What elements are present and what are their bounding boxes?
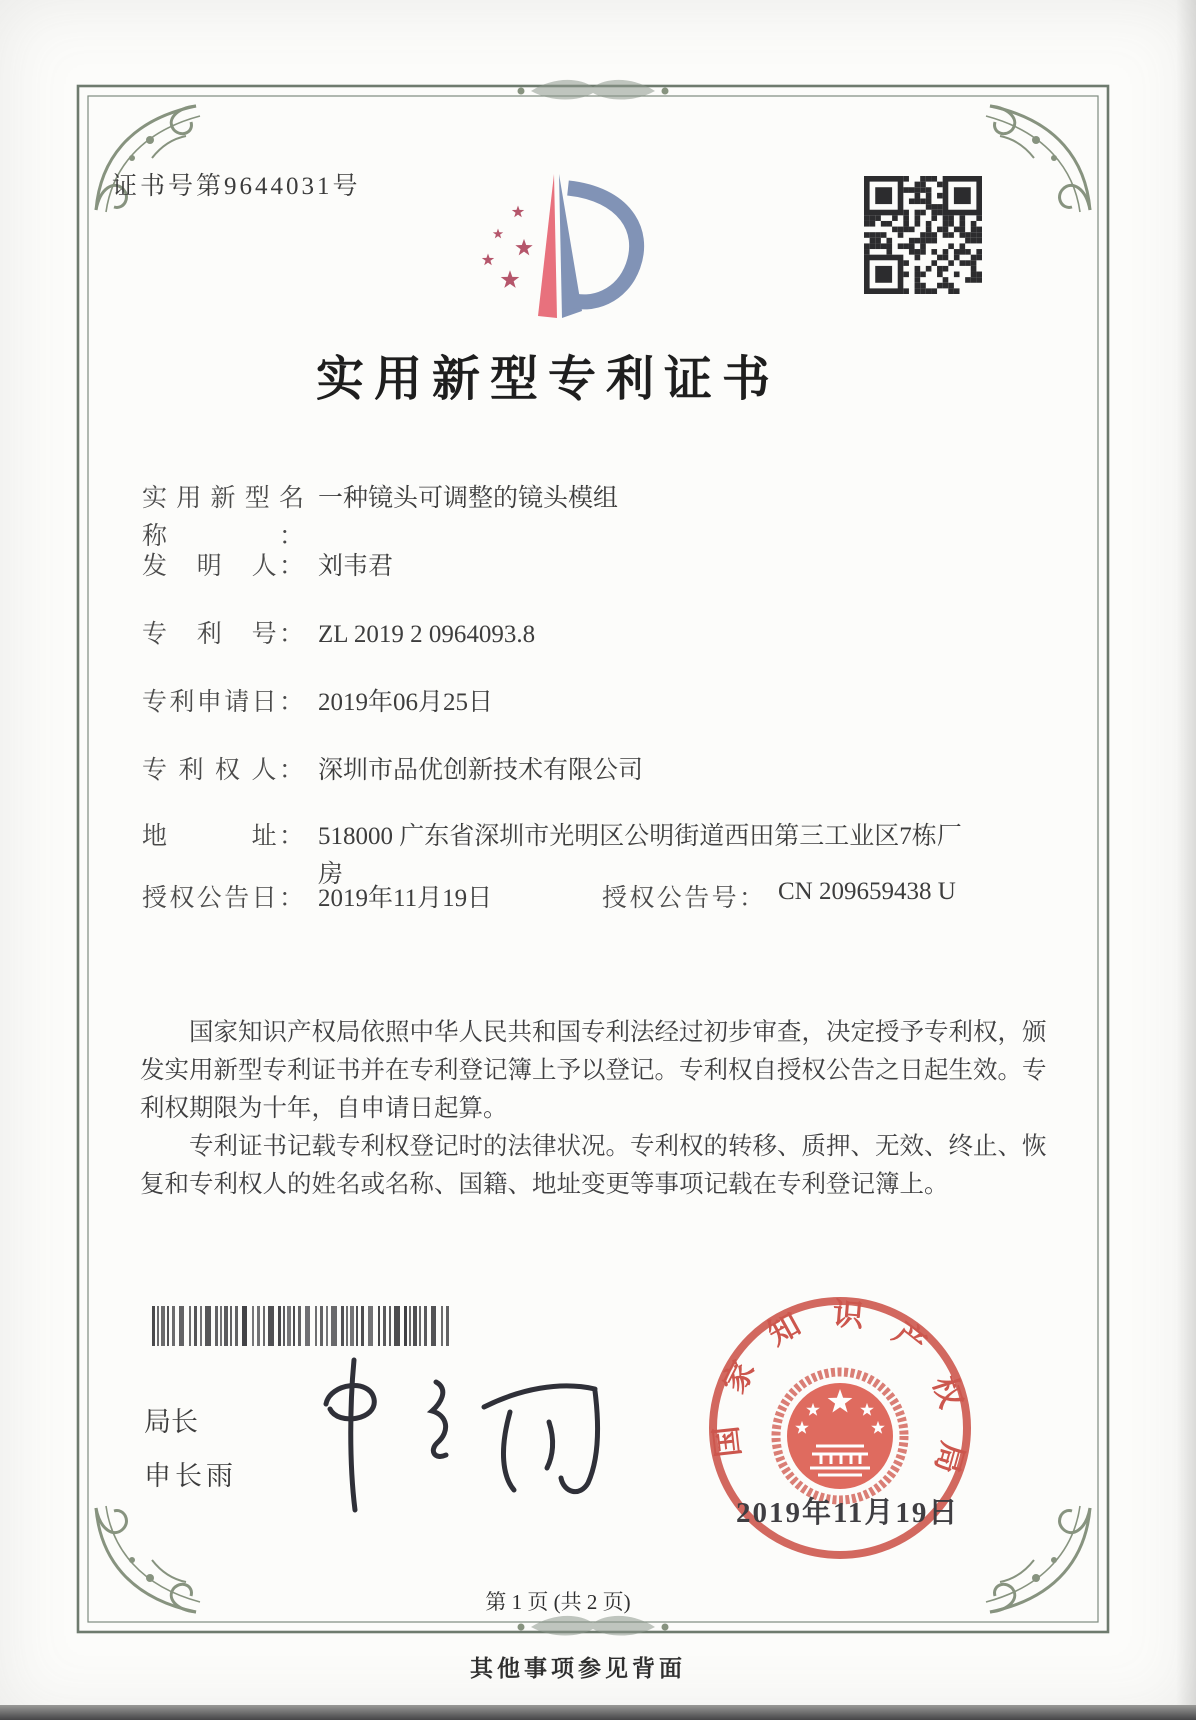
- field-value: CN 209659438 U: [778, 878, 956, 905]
- logo-red-wedge: [538, 174, 557, 318]
- field-label: 专 利 权 人：: [142, 757, 304, 784]
- field-value: 2019年06月25日: [318, 689, 494, 716]
- scan-edge-bottom: [0, 1705, 1196, 1720]
- logo-stars: [482, 206, 533, 288]
- seal-date: 2019年11月19日: [736, 1497, 960, 1529]
- certificate-number: 证书号第9644031号: [112, 173, 361, 200]
- director-signature: [308, 1350, 618, 1525]
- field-row-filing-date: [142, 684, 493, 722]
- national-emblem-icon: [776, 1372, 904, 1500]
- page-number: 第 1 页 (共 2 页): [485, 1590, 631, 1614]
- barcode-icon: [152, 1306, 458, 1346]
- signatory-name: 申长雨: [144, 1461, 237, 1491]
- field-row-inventor: [142, 548, 393, 586]
- field-label: 实用新型名称：: [142, 485, 304, 550]
- field-value: 518000 广东省深圳市光明区公明街道西田第三工业区7栋厂房: [318, 823, 962, 888]
- certificate-title: 实用新型专利证书: [315, 353, 780, 406]
- field-row-patentee: [142, 752, 643, 790]
- field-label: 授权公告日：: [142, 885, 304, 912]
- back-side-note: 其他事项参见背面: [470, 1656, 686, 1681]
- grant-no-group: [602, 878, 956, 914]
- field-value: 刘韦君: [318, 553, 394, 580]
- field-value: 2019年11月19日: [318, 885, 493, 912]
- field-label: 专 利 号：: [142, 621, 304, 648]
- field-label: 地 址：: [142, 823, 304, 850]
- field-label: 授权公告号：: [602, 885, 764, 912]
- logo-p-bowl: [568, 188, 637, 302]
- field-value: ZL 2019 2 0964093.8: [318, 621, 536, 648]
- field-value: 深圳市品优创新技术有限公司: [318, 757, 644, 784]
- field-label: 发 明 人：: [142, 553, 304, 580]
- legal-paragraph-1: 国家知识产权局依照中华人民共和国专利法经过初步审查，决定授予专利权，颁发实用新型专利证书并在专利登记簿上予以登记。专利权自授权公告之日起生效。专利权期限为十年，自申请日起算。: [140, 1019, 1047, 1122]
- scan-edge-right: [1176, 0, 1196, 1720]
- field-row-name: [142, 480, 618, 555]
- field-row-patent-no: [142, 616, 535, 654]
- field-value: 一种镜头可调整的镜头模组: [318, 485, 619, 512]
- cnipa-logo-icon: [462, 168, 662, 328]
- signatory-title: 局长: [144, 1407, 198, 1437]
- legal-paragraph-2: 专利证书记载专利权登记时的法律状况。专利权的转移、质押、无效、终止、恢复和专利权人的姓名或名称、国籍、地址变更等事项记载在专利登记簿上。: [140, 1133, 1047, 1198]
- grant-row: [142, 878, 1072, 914]
- legal-text: [140, 1014, 1048, 1204]
- seal-agency-text: 国家知识产权局: [707, 1296, 971, 1480]
- qr-code-icon: [864, 176, 982, 294]
- field-label: 专利申请日：: [142, 689, 304, 716]
